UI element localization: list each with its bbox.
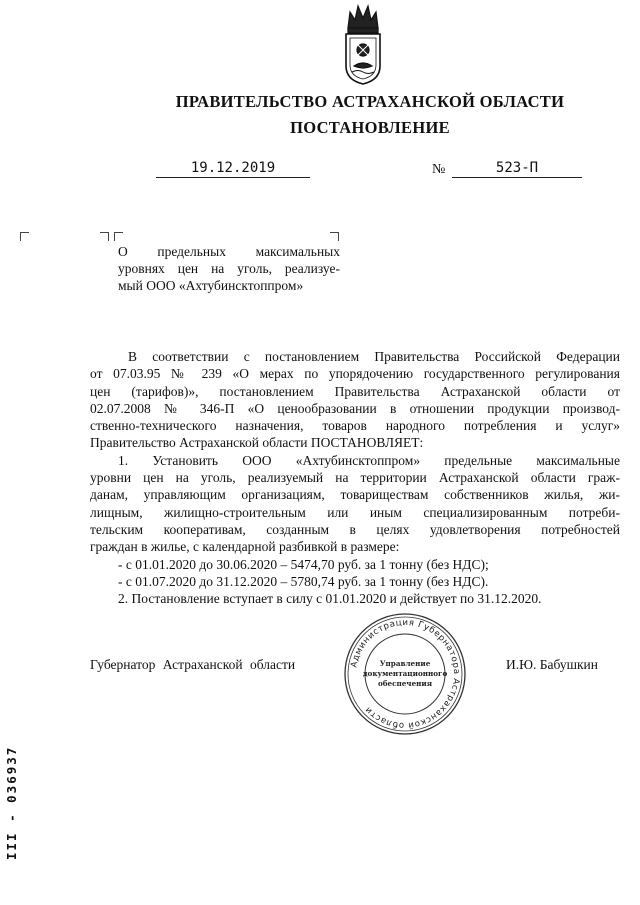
corner-mark bbox=[114, 232, 123, 241]
signer-name: И.Ю. Бабушкин bbox=[506, 657, 599, 672]
list-item: - с 01.01.2020 до 30.06.2020 – 5474,70 руб. за 1 тонну (без НДС); bbox=[118, 556, 489, 572]
body-line: 02.07.2008 № 346-П «О ценообразовании в отношении продукции производ- bbox=[90, 400, 620, 416]
corner-mark bbox=[100, 232, 109, 241]
body-line: ственно-технического назначения, товаров народного потребления и услуг» bbox=[90, 418, 620, 434]
official-stamp bbox=[343, 612, 467, 736]
body-line: цен (тарифов)», постановлением Правительства Астраханской области от bbox=[90, 383, 620, 399]
title-line: О предельных максимальных bbox=[118, 244, 340, 259]
body-line: 2. Постановление вступает в силу с 01.01.2020 и действует по 31.12.2020. bbox=[118, 591, 542, 607]
body-line: от 07.03.95 № 239 «О мерах по упорядочению государственного регулирования bbox=[90, 366, 620, 382]
document-date: 19.12.2019 bbox=[190, 160, 276, 176]
corner-mark bbox=[20, 232, 29, 241]
signer-position: Губернатор Астраханской области bbox=[90, 657, 296, 672]
document-body bbox=[90, 348, 620, 607]
document-number: 523-П bbox=[495, 160, 539, 176]
title-line: мый ООО «Ахтубинсктоппром» bbox=[118, 278, 304, 293]
document-title bbox=[118, 243, 340, 294]
body-line: 1. Установить ООО «Ахтубинсктоппром» предельные максимальные bbox=[118, 452, 620, 468]
body-line: граждан в жилье, с календарной разбивкой в размере: bbox=[90, 539, 400, 555]
corner-mark bbox=[330, 232, 339, 241]
serial-number-block bbox=[0, 720, 24, 860]
org-heading: ПРАВИТЕЛЬСТВО АСТРАХАНСКОЙ ОБЛАСТИ bbox=[175, 92, 565, 111]
body-line: данам, управляющим организациям, товариществам собственников жилья, жи- bbox=[90, 487, 620, 503]
body-line: В соответствии с постановлением Правительства Российской Федерации bbox=[128, 349, 620, 364]
body-line: тельским кооперативам, созданным в целях удовлетворения потребностей bbox=[90, 521, 620, 537]
stamp-center-line: документационного bbox=[362, 669, 448, 678]
coat-of-arms-emblem bbox=[340, 4, 386, 86]
stamp-center-line: Управление bbox=[379, 659, 431, 668]
serial-number: III - 036937 bbox=[4, 745, 19, 860]
doc-type-heading: ПОСТАНОВЛЕНИЕ bbox=[290, 118, 450, 137]
stamp-ring-text: Администрация Губернатора Астраханской области bbox=[349, 617, 462, 731]
date-underline bbox=[156, 177, 310, 178]
list-item: - с 01.07.2020 до 31.12.2020 – 5780,74 руб. за 1 тонну (без НДС). bbox=[118, 573, 489, 589]
body-line: лищным, жилищно-строительным или иным специализированным потреби- bbox=[90, 504, 620, 520]
stamp-center-line: обеспечения bbox=[377, 679, 433, 688]
body-line: Правительство Астраханской области ПОСТАНОВЛЯЕТ: bbox=[90, 435, 424, 451]
number-underline bbox=[452, 177, 582, 178]
title-line: уровнях цен на уголь, реализуе- bbox=[118, 261, 340, 276]
body-line: уровни цен на уголь, реализуемый на территории Астраханской области граж- bbox=[90, 470, 620, 486]
number-sign: № bbox=[432, 162, 446, 177]
